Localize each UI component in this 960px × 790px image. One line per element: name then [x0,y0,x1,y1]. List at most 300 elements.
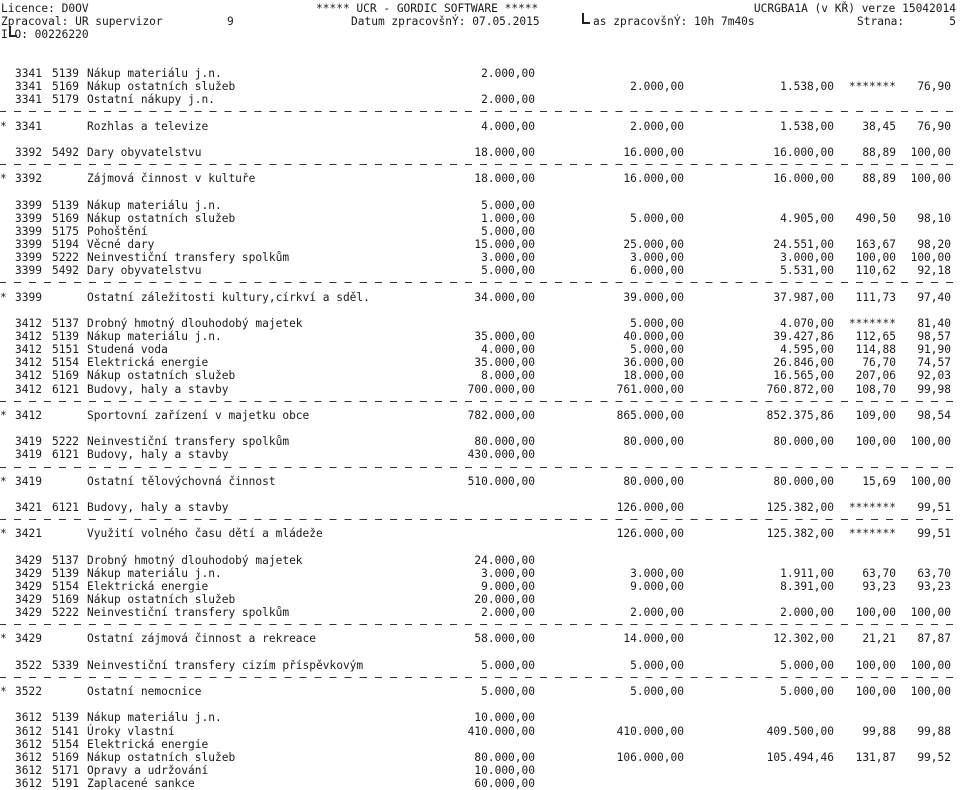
polozka-code: 5222 [52,435,79,449]
table-row [0,764,960,777]
procento-ru: 99,88 [917,724,951,738]
polozka-code: 5137 [52,316,79,330]
schvaleny-rozpocet: 510.000,00 [467,474,535,488]
paragraf-code: 3399 [15,264,42,278]
skutecnost: 409.500,00 [766,724,834,738]
total-marker: * [0,119,7,133]
skutecnost: 80.000,00 [773,435,834,449]
polozka-code: 5139 [52,67,79,80]
polozka-code: 5222 [52,251,79,265]
polozka-name: Pohoštění [87,224,148,238]
skutecnost: 24.551,00 [773,237,834,251]
paragraph-total-row [0,685,960,698]
procento-ru: 81,40 [917,316,951,330]
schvaleny-rozpocet: 15.000,00 [474,237,535,251]
schvaleny-rozpocet: 34.000,00 [474,290,535,304]
table-row [0,343,960,356]
polozka-code: 5139 [52,566,79,580]
schvaleny-rozpocet: 18.000,00 [474,172,535,186]
table-row [0,593,960,606]
table-row [0,212,960,225]
skutecnost: 852.375,86 [766,408,834,422]
polozka-name: Nákup materiálu j.n. [87,67,222,80]
procento-sr: 108,70 [855,382,896,396]
table-row [0,725,960,738]
table-row [0,93,960,106]
dashed-separator [0,519,960,520]
procento-ru: 98,54 [917,408,951,422]
dashed-separator [0,467,960,468]
cas-zpracovani: as zpracovšnÝ: 10h 7m40s [593,15,755,28]
procento-sr: 100,00 [855,251,896,265]
polozka-name: Nákup ostatních služeb [87,211,236,225]
polozka-code: 5154 [52,737,79,751]
polozka-name: Studená voda [87,343,168,357]
table-row [0,238,960,251]
procento-sr: 38,45 [862,119,896,133]
table-row [0,448,960,461]
polozka-code: 5169 [52,593,79,606]
total-marker: * [0,685,7,699]
polozka-code: 5169 [52,80,79,94]
procento-ru: 100,00 [910,145,951,159]
schvaleny-rozpocet: 35.000,00 [474,330,535,343]
polozka-code: 5151 [52,343,79,357]
paragraph-total-row [0,409,960,422]
upraveny-rozpocet: 16.000,00 [623,145,684,159]
polozka-code: 5139 [52,330,79,343]
schvaleny-rozpocet: 2.000,00 [481,93,535,107]
paragraf-name: Ostatní tělovýchovná činnost [87,474,276,488]
paragraf-code: 3412 [15,343,42,357]
skutecnost: 4.905,00 [780,211,834,225]
paragraf-code: 3341 [15,93,42,107]
table-row [0,251,960,264]
table-row [0,383,960,396]
skutecnost: 39.427,86 [773,330,834,343]
paragraph-total-row [0,632,960,645]
procento-sr: 110,62 [855,264,896,278]
paragraf-code: 3399 [15,251,42,265]
dashed-separator [0,282,960,283]
procento-ru: 92,18 [917,264,951,278]
polozka-name: Nákup ostatních služeb [87,750,236,764]
polozka-code: 5139 [52,198,79,212]
polozka-code: 5154 [52,579,79,593]
paragraph-total-row [0,120,960,133]
paragraf-code: 3612 [15,737,42,751]
paragraf-code: 3419 [15,448,42,462]
paragraf-code: 3421 [15,500,42,514]
procento-sr: 99,88 [862,724,896,738]
polozka-code: 5194 [52,237,79,251]
upraveny-rozpocet: 5.000,00 [630,685,684,699]
schvaleny-rozpocet: 58.000,00 [474,632,535,646]
upraveny-rozpocet: 18.000,00 [623,369,684,383]
dashed-separator [0,111,960,112]
upraveny-rozpocet: 410.000,00 [616,724,684,738]
upraveny-rozpocet: 14.000,00 [623,632,684,646]
polozka-name: Nákup ostatních služeb [87,80,236,94]
paragraf-code: 3399 [15,211,42,225]
skutecnost: 5.000,00 [780,658,834,672]
schvaleny-rozpocet: 24.000,00 [474,553,535,567]
skutecnost: 16.000,00 [773,172,834,186]
procento-ru: 100,00 [910,251,951,265]
paragraf-code: 3429 [15,566,42,580]
procento-sr: 163,67 [855,237,896,251]
procento-ru: 76,90 [917,119,951,133]
procento-ru: 76,90 [917,80,951,94]
upraveny-rozpocet: 25.000,00 [623,237,684,251]
procento-sr: 15,69 [862,474,896,488]
procento-sr: 21,21 [862,632,896,646]
polozka-name: Neinvestiční transfery cizím příspěvkovým [87,658,364,672]
skutecnost: 105.494,46 [766,750,834,764]
procento-sr: 76,70 [862,356,896,370]
paragraf-code: 3412 [15,382,42,396]
schvaleny-rozpocet: 3.000,00 [481,251,535,265]
schvaleny-rozpocet: 5.000,00 [481,224,535,238]
procento-ru: 100,00 [910,172,951,186]
upraveny-rozpocet: 126.000,00 [616,500,684,514]
skutecnost: 37.987,00 [773,290,834,304]
paragraf-code: 3612 [15,724,42,738]
schvaleny-rozpocet: 60.000,00 [474,777,535,790]
polozka-name: Úroky vlastní [87,724,175,738]
paragraf-code: 3612 [15,750,42,764]
polozka-name: Budovy, haly a stavby [87,500,229,514]
zpracoval-number: 9 [227,15,234,28]
skutecnost: 1.538,00 [780,119,834,133]
header-bracket-mark [582,13,590,24]
schvaleny-rozpocet: 5.000,00 [481,685,535,699]
polozka-name: Nákup ostatních služeb [87,369,236,383]
report-code: UCRGBA1A (v KŘ) verze 15042014 [753,2,956,15]
procento-ru: 87,87 [917,632,951,646]
polozka-code: 6121 [52,500,79,514]
total-marker: * [0,408,7,422]
paragraf-code: 3429 [15,593,42,606]
software-title: ***** UCR - GORDIC SOFTWARE ***** [316,2,539,15]
table-row [0,67,960,80]
ico-label: I O: 00226220 [1,28,89,41]
zpracoval-label: Zpracoval: UR supervizor [1,15,163,28]
procento-ru: 100,00 [910,435,951,449]
procento-ru: 100,00 [910,658,951,672]
total-marker: * [0,474,7,488]
polozka-code: 5222 [52,606,79,620]
paragraf-name: Ostatní nemocnice [87,685,202,699]
polozka-code: 6121 [52,382,79,396]
paragraf-code: 3399 [15,290,42,304]
upraveny-rozpocet: 2.000,00 [630,606,684,620]
table-row [0,146,960,159]
paragraf-code: 3429 [15,606,42,620]
procento-sr: 111,73 [855,290,896,304]
procento-sr: 93,23 [862,579,896,593]
skutecnost: 125.382,00 [766,500,834,514]
total-marker: * [0,172,7,186]
strana-value: 5 [949,15,956,28]
procento-sr: 490,50 [855,211,896,225]
paragraf-code: 3429 [15,632,42,646]
upraveny-rozpocet: 2.000,00 [630,119,684,133]
paragraf-name: Zájmová činnost v kultuře [87,172,256,186]
paragraf-name: Sportovní zařízení v majetku obce [87,408,310,422]
paragraf-code: 3412 [15,356,42,370]
schvaleny-rozpocet: 430.000,00 [467,448,535,462]
paragraph-total-row [0,475,960,488]
total-marker: * [0,290,7,304]
schvaleny-rozpocet: 782.000,00 [467,408,535,422]
strana-label: Strana: [857,15,905,28]
upraveny-rozpocet: 40.000,00 [623,330,684,343]
procento-sr: 100,00 [855,685,896,699]
procento-sr: 131,87 [855,750,896,764]
schvaleny-rozpocet: 5.000,00 [481,198,535,212]
dashed-separator [0,677,960,678]
schvaleny-rozpocet: 5.000,00 [481,264,535,278]
upraveny-rozpocet: 865.000,00 [616,408,684,422]
skutecnost: 3.000,00 [780,251,834,265]
schvaleny-rozpocet: 4.000,00 [481,119,535,133]
skutecnost: 2.000,00 [780,606,834,620]
skutecnost: 8.391,00 [780,579,834,593]
polozka-name: Neinvestiční transfery spolkům [87,251,290,265]
procento-ru: 92,03 [917,369,951,383]
procento-sr: 100,00 [855,435,896,449]
skutecnost: 1.538,00 [780,80,834,94]
schvaleny-rozpocet: 700.000,00 [467,382,535,396]
polozka-name: Nákup ostatních služeb [87,593,236,606]
skutecnost: 26.846,00 [773,356,834,370]
schvaleny-rozpocet: 2.000,00 [481,606,535,620]
procento-ru: 98,20 [917,237,951,251]
upraveny-rozpocet: 39.000,00 [623,290,684,304]
paragraph-total-row [0,291,960,304]
procento-sr: ******* [848,527,896,541]
upraveny-rozpocet: 5.000,00 [630,316,684,330]
polozka-name: Nákup materiálu j.n. [87,711,222,725]
paragraf-name: Ostatní zájmová činnost a rekreace [87,632,317,646]
polozka-name: Věcné dary [87,237,155,251]
procento-ru: 99,98 [917,382,951,396]
polozka-code: 5139 [52,711,79,725]
paragraf-code: 3412 [15,369,42,383]
skutecnost: 4.070,00 [780,316,834,330]
paragraf-code: 3419 [15,474,42,488]
table-row [0,501,960,514]
paragraf-name: Rozhlas a televize [87,119,209,133]
polozka-code: 5492 [52,145,79,159]
table-row [0,606,960,619]
polozka-name: Zaplacené sankce [87,777,195,790]
dashed-separator [0,401,960,402]
paragraf-code: 3392 [15,172,42,186]
skutecnost: 12.302,00 [773,632,834,646]
procento-ru: 74,57 [917,356,951,370]
upraveny-rozpocet: 9.000,00 [630,579,684,593]
polozka-code: 5169 [52,211,79,225]
table-row [0,711,960,724]
upraveny-rozpocet: 126.000,00 [616,527,684,541]
paragraf-code: 3421 [15,527,42,541]
upraveny-rozpocet: 5.000,00 [630,211,684,225]
skutecnost: 16.565,00 [773,369,834,383]
upraveny-rozpocet: 106.000,00 [616,750,684,764]
upraveny-rozpocet: 3.000,00 [630,566,684,580]
skutecnost: 4.595,00 [780,343,834,357]
paragraf-code: 3392 [15,145,42,159]
upraveny-rozpocet: 2.000,00 [630,80,684,94]
table-row [0,199,960,212]
polozka-code: 5179 [52,93,79,107]
schvaleny-rozpocet: 5.000,00 [481,658,535,672]
polozka-code: 5169 [52,750,79,764]
paragraf-code: 3341 [15,80,42,94]
paragraf-name: Využití volného času dětí a mládeže [87,527,323,541]
table-row [0,356,960,369]
polozka-name: Nákup materiálu j.n. [87,330,222,343]
skutecnost: 125.382,00 [766,527,834,541]
polozka-code: 5492 [52,264,79,278]
procento-ru: 93,23 [917,579,951,593]
total-marker: * [0,527,7,541]
upraveny-rozpocet: 5.000,00 [630,343,684,357]
polozka-name: Nákup materiálu j.n. [87,566,222,580]
schvaleny-rozpocet: 9.000,00 [481,579,535,593]
table-row [0,554,960,567]
paragraf-name: Ostatní záležitosti kultury,církví a sděl. [87,290,370,304]
table-row [0,330,960,343]
polozka-code: 5191 [52,777,79,790]
schvaleny-rozpocet: 3.000,00 [481,566,535,580]
polozka-code: 5154 [52,356,79,370]
paragraf-code: 3412 [15,316,42,330]
polozka-name: Opravy a udržování [87,763,209,777]
polozka-code: 5175 [52,224,79,238]
upraveny-rozpocet: 80.000,00 [623,435,684,449]
schvaleny-rozpocet: 10.000,00 [474,711,535,725]
paragraf-code: 3612 [15,711,42,725]
polozka-name: Drobný hmotný dlouhodobý majetek [87,316,303,330]
procento-ru: 99,51 [917,527,951,541]
dashed-separator [0,624,960,625]
polozka-name: Budovy, haly a stavby [87,448,229,462]
procento-ru: 97,40 [917,290,951,304]
procento-ru: 91,90 [917,343,951,357]
paragraf-code: 3522 [15,658,42,672]
polozka-code: 5141 [52,724,79,738]
paragraf-code: 3412 [15,408,42,422]
polozka-name: Neinvestiční transfery spolkům [87,606,290,620]
schvaleny-rozpocet: 1.000,00 [481,211,535,225]
upraveny-rozpocet: 16.000,00 [623,172,684,186]
upraveny-rozpocet: 761.000,00 [616,382,684,396]
polozka-name: Nákup materiálu j.n. [87,198,222,212]
schvaleny-rozpocet: 10.000,00 [474,763,535,777]
table-row [0,751,960,764]
report-header-line-1 [0,2,960,15]
polozka-name: Budovy, haly a stavby [87,382,229,396]
upraveny-rozpocet: 3.000,00 [630,251,684,265]
paragraf-code: 3429 [15,553,42,567]
procento-sr: 114,88 [855,343,896,357]
polozka-code: 6121 [52,448,79,462]
paragraf-code: 3612 [15,777,42,790]
procento-sr: 63,70 [862,566,896,580]
paragraf-code: 3612 [15,763,42,777]
table-row [0,369,960,382]
upraveny-rozpocet: 80.000,00 [623,474,684,488]
polozka-name: Ostatní nákupy j.n. [87,93,215,107]
polozka-name: Elektrická energie [87,356,209,370]
skutecnost: 1.911,00 [780,566,834,580]
upraveny-rozpocet: 36.000,00 [623,356,684,370]
skutecnost: 80.000,00 [773,474,834,488]
paragraf-code: 3419 [15,435,42,449]
procento-ru: 100,00 [910,685,951,699]
paragraf-code: 3341 [15,67,42,80]
report-header-line-2 [0,15,960,28]
procento-ru: 100,00 [910,474,951,488]
paragraf-code: 3341 [15,119,42,133]
polozka-code: 5169 [52,369,79,383]
skutecnost: 760.872,00 [766,382,834,396]
polozka-code: 5339 [52,658,79,672]
table-row [0,567,960,580]
schvaleny-rozpocet: 4.000,00 [481,343,535,357]
procento-ru: 99,51 [917,500,951,514]
schvaleny-rozpocet: 80.000,00 [474,435,535,449]
skutecnost: 5.000,00 [780,685,834,699]
procento-ru: 100,00 [910,606,951,620]
schvaleny-rozpocet: 2.000,00 [481,67,535,80]
schvaleny-rozpocet: 410.000,00 [467,724,535,738]
polozka-code: 5171 [52,763,79,777]
total-marker: * [0,632,7,646]
polozka-name: Elektrická energie [87,579,209,593]
polozka-code: 5137 [52,553,79,567]
procento-ru: 98,57 [917,330,951,343]
datum-zpracovani: Datum zpracovšnÝ: 07.05.2015 [351,15,540,28]
polozka-name: Dary obyvatelstvu [87,145,202,159]
table-row [0,225,960,238]
table-row [0,659,960,672]
procento-sr: 88,89 [862,145,896,159]
polozka-name: Dary obyvatelstvu [87,264,202,278]
paragraf-code: 3399 [15,198,42,212]
table-row [0,580,960,593]
procento-sr: 88,89 [862,172,896,186]
table-row [0,80,960,93]
procento-ru: 98,10 [917,211,951,225]
table-row [0,317,960,330]
procento-sr: ******* [848,316,896,330]
licence-label: Licence: D0OV [1,2,89,15]
schvaleny-rozpocet: 20.000,00 [474,593,535,606]
table-row [0,435,960,448]
polozka-name: Elektrická energie [87,737,209,751]
header-bracket-mark [9,26,17,37]
skutecnost: 16.000,00 [773,145,834,159]
dashed-separator [0,164,960,165]
polozka-name: Neinvestiční transfery spolkům [87,435,290,449]
table-row [0,738,960,751]
procento-sr: 207,06 [855,369,896,383]
paragraf-code: 3399 [15,237,42,251]
